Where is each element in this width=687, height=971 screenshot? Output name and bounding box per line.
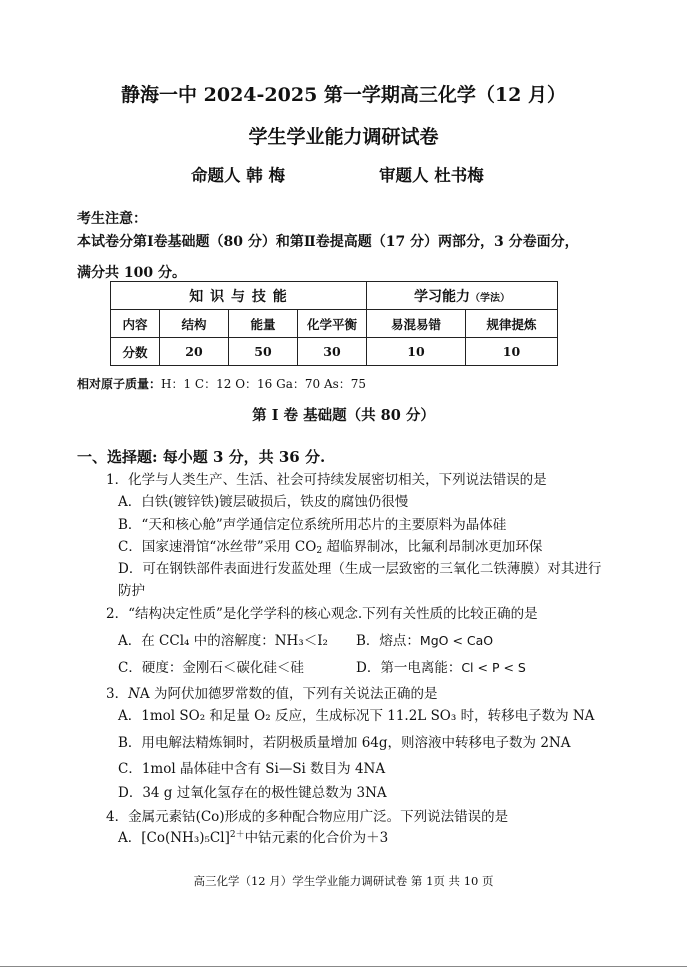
row-header-content: 内容 xyxy=(111,310,160,338)
column-structure: 结构 xyxy=(160,310,229,338)
question-reviewer: 审题人 杜书梅 xyxy=(379,166,484,185)
score-confusable: 10 xyxy=(367,338,466,366)
q3-option-c: C．1mol 晶体硅中含有 Si—Si 数目为 4NA xyxy=(118,761,386,777)
score-table xyxy=(110,281,558,366)
atomic-masses: 相对原子质量：H：1 C：12 O：16 Ga：70 As：75 xyxy=(77,377,367,391)
part-1-title: 一、选择题: 每小题 3 分，共 36 分. xyxy=(77,448,326,466)
q2-option-a: A．在 CCl₄ 中的溶解度：NH₃＜I₂ xyxy=(118,633,328,649)
q2-option-c: C．硬度：金刚石＜碳化硅＜硅 xyxy=(118,660,304,676)
column-confusable: 易混易错 xyxy=(367,310,466,338)
score-group-knowledge: 知 识 与 技 能 xyxy=(111,282,367,310)
exam-title: 静海一中 2024-2025 第一学期高三化学（12 月） xyxy=(121,84,566,106)
q2-option-b: B．熔点：MgO < CaO xyxy=(356,633,494,649)
score-patterns: 10 xyxy=(466,338,558,366)
exam-subtitle: 学生学业能力调研试卷 xyxy=(248,126,439,148)
score-group-learning: 学习能力（学法） xyxy=(367,282,558,310)
score-structure: 20 xyxy=(160,338,229,366)
q3-stem: 3．NA 为阿伏加德罗常数的值，下列有关说法正确的是 xyxy=(106,686,438,702)
score-equilibrium: 30 xyxy=(298,338,367,366)
row-header-score: 分数 xyxy=(111,338,160,366)
question-setter: 命题人 韩 梅 xyxy=(191,166,285,185)
q1-option-a: A．白铁(镀锌铁)镀层破损后，铁皮的腐蚀仍很慢 xyxy=(118,494,409,510)
column-equilibrium: 化学平衡 xyxy=(298,310,367,338)
q1-option-d-line2: 防护 xyxy=(118,583,145,599)
notice-line-2: 满分共 100 分。 xyxy=(77,265,186,281)
q2-option-d: D．第一电离能：Cl < P < S xyxy=(356,660,526,676)
q4-option-a: A．$[Co(NH_3)_5Cl]^{2+}$中钴元素的化合价为＋3 xyxy=(118,830,389,846)
q2-stem: 2．“结构决定性质”是化学学科的核心观念.下列有关性质的比较正确的是 xyxy=(106,606,538,622)
column-energy: 能量 xyxy=(229,310,298,338)
notice-line-1: 本试卷分第Ⅰ卷基础题（80 分）和第Ⅱ卷提高题（17 分）两部分，3 分卷面分， xyxy=(77,234,579,250)
q3-option-d: D．34 g 过氧化氢存在的极性键总数为 3NA xyxy=(118,785,387,801)
q3-option-b: B．用电解法精炼铜时，若阴极质量增加 64g，则溶液中转移电子数为 2NA xyxy=(118,735,571,751)
q4-stem: 4．金属元素钴(Co)形成的多种配合物应用广泛。下列说法错误的是 xyxy=(106,809,509,825)
q3-option-a: A．1mol SO₂ 和足量 O₂ 反应，生成标况下 11.2L SO₃ 时，转移电子数为 NA xyxy=(118,708,595,724)
score-energy: 50 xyxy=(229,338,298,366)
notice-label: 考生注意： xyxy=(77,211,147,227)
column-patterns: 规律提炼 xyxy=(466,310,558,338)
q1-option-c: C．国家速滑馆“冰丝带”采用 $CO_2$ 超临界制冰，比氟利昂制冰更加环保 xyxy=(118,539,543,556)
page-footer: 高三化学（12 月）学生学业能力调研试卷 第 1页 共 10 页 xyxy=(193,874,494,888)
section-1-title: 第 I 卷 基础题（共 80 分） xyxy=(252,407,435,424)
q1-option-b: B．“天和核心舱”声学通信定位系统所用芯片的主要原料为晶体硅 xyxy=(118,517,507,533)
page-bottom-divider xyxy=(0,966,687,967)
q1-stem: 1．化学与人类生产、生活、社会可持续发展密切相关，下列说法错误的是 xyxy=(106,472,547,488)
q1-option-d-line1: D．可在钢铁部件表面进行发蓝处理（生成一层致密的三氧化二铁薄膜）对其进行 xyxy=(118,561,602,577)
